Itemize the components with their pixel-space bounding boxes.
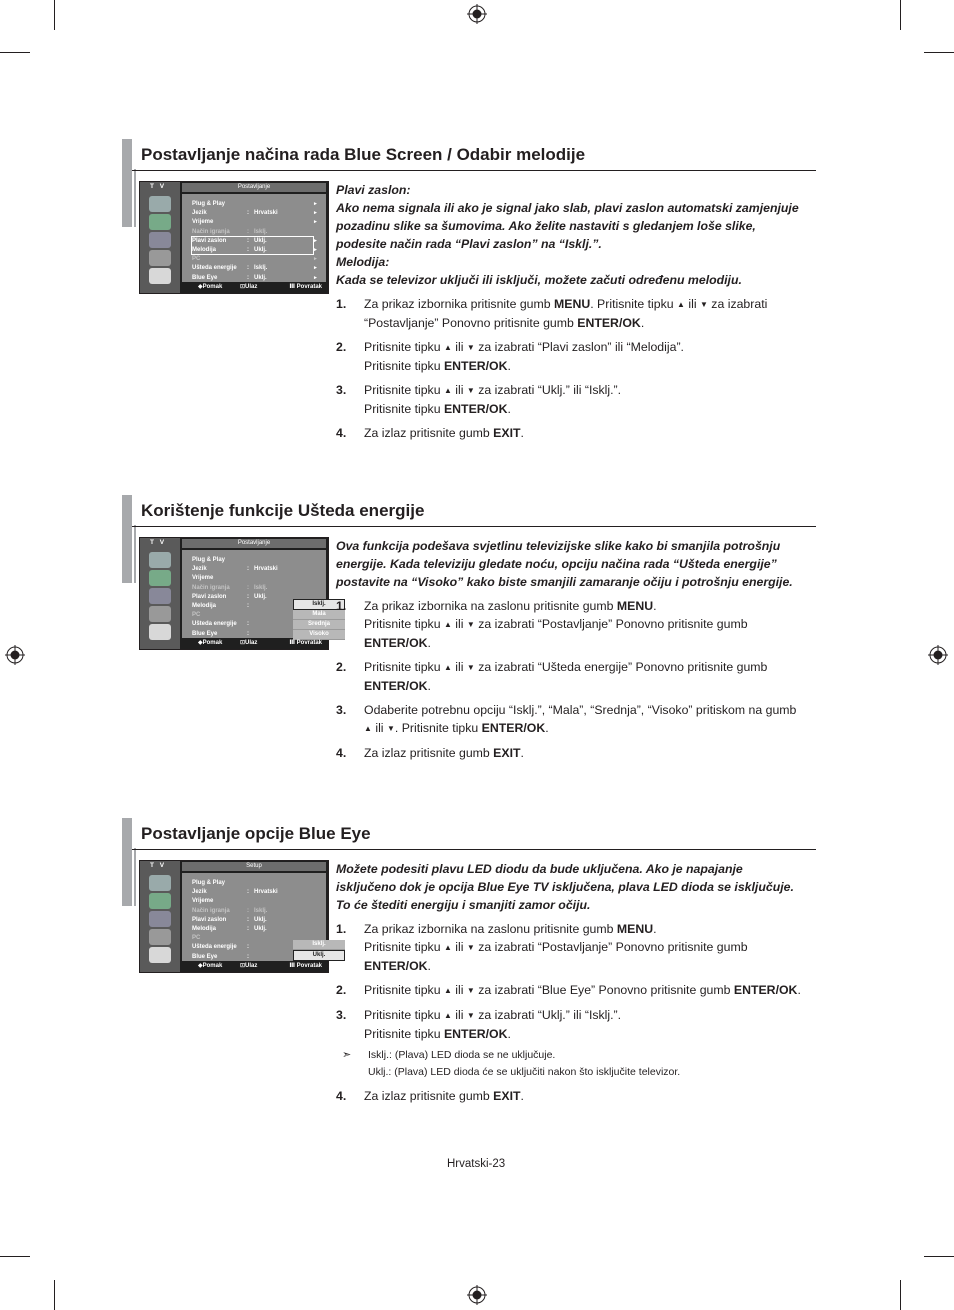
crop-mark	[0, 1256, 30, 1257]
section-accent-line	[134, 169, 136, 227]
menu-item[interactable]	[192, 556, 322, 565]
instruction-step	[336, 744, 802, 762]
menu-item-value: Uklj.	[254, 916, 267, 923]
menu-item-value: Hrvatski	[254, 566, 278, 573]
step-text: Za izlaz pritisnite gumb EXIT.	[364, 746, 524, 760]
menu-item-colon: :	[247, 630, 249, 637]
arrow-down-icon: ▼	[699, 300, 708, 309]
section-title: Postavljanje opcije Blue Eye	[141, 824, 371, 843]
instruction-step	[336, 981, 802, 1000]
menu-item-label: Plug & Play	[192, 880, 226, 886]
menu-item-value: Uklj.	[254, 593, 267, 600]
menu-body	[182, 873, 326, 961]
step-text: Za izlaz pritisnite gumb EXIT.	[364, 426, 524, 440]
key-name: MENU	[616, 599, 654, 613]
step-text: Pritisnite tipku ▲ ili ▼ za izabrati “Plavi zaslon” ili “Melodija”.	[364, 340, 684, 354]
arrow-up-icon: ▲	[443, 943, 452, 952]
menu-item-value: Hrvatski	[254, 889, 278, 896]
arrow-up-icon: ▲	[443, 1011, 452, 1020]
instruction-step	[336, 701, 802, 738]
arrow-down-icon: ▼	[466, 1011, 475, 1020]
menu-item[interactable]	[192, 264, 322, 273]
menu-item-label: Jezik	[192, 566, 207, 573]
popup-option[interactable]: Uklj.	[293, 950, 345, 961]
menu-item[interactable]	[192, 200, 322, 209]
arrow-right-icon: ►	[313, 219, 318, 226]
registration-mark-icon	[928, 645, 948, 665]
section-content	[336, 860, 802, 1105]
menu-item-value: Uklj.	[254, 274, 267, 281]
step-text: Odaberite potrebnu opciju “Isklj.”, “Mala”, “Srednja”, “Visoko” pritiskom na gumb ▲ ili ▼. Pritisnite tipku ENTER/OK.	[364, 703, 797, 735]
step-text: Za prikaz izbornika na zaslonu pritisnite gumb MENU.	[364, 922, 657, 936]
step-text: Pritisnite tipku ▲ ili ▼ za izabrati “Postavljanje” Ponovno pritisnite gumb ENTER/OK.	[364, 940, 748, 973]
footer-enter: ⊡Ulaz	[240, 284, 258, 290]
menu-item-colon: :	[247, 566, 249, 573]
menu-item-colon: :	[247, 265, 249, 272]
menu-item-colon: :	[247, 953, 249, 960]
channel-menu-icon	[149, 588, 171, 604]
menu-item[interactable]	[192, 274, 322, 283]
menu-item[interactable]	[192, 218, 322, 227]
menu-item-value: Uklj.	[254, 247, 267, 253]
menu-item-label: Plavi zaslon	[192, 916, 227, 923]
setup-menu-icon	[149, 268, 171, 284]
menu-selection-highlight	[191, 236, 314, 255]
menu-item-colon: :	[247, 584, 249, 591]
arrow-down-icon: ▼	[466, 663, 475, 672]
popup-option[interactable]: Isklj.	[293, 599, 345, 610]
section-rule	[132, 526, 816, 527]
menu-item[interactable]	[192, 916, 322, 925]
section-blue-eye	[122, 818, 816, 1178]
tv-menu-screenshot	[139, 860, 329, 973]
menu-header: Setup	[182, 862, 326, 871]
menu-item[interactable]	[192, 584, 322, 593]
intro-paragraph: Melodija:	[336, 255, 390, 269]
intro-paragraph: Možete podesiti plavu LED diodu da bude uključena. Ako je napajanje isključeno dok je opcija Blue Eye TV isključena, plava LED dioda se isključuje. To će štediti energiju i smanjiti zamor očiju.	[336, 862, 794, 912]
menu-item-value: Isklj.	[254, 265, 268, 272]
menu-item-label: Način igranja	[192, 907, 230, 914]
section-content	[336, 181, 802, 442]
menu-item-label: Melodija	[192, 603, 217, 609]
step-text: Pritisnite tipku ▲ ili ▼ za izabrati “Uklj.” ili “Isklj.”.	[364, 1008, 622, 1022]
menu-item[interactable]	[192, 574, 322, 583]
menu-item[interactable]	[192, 879, 322, 888]
intro-paragraph: Plavi zaslon:	[336, 183, 411, 197]
menu-item-colon: :	[247, 274, 249, 281]
crop-mark	[900, 0, 901, 30]
step-number: 2.	[336, 983, 347, 997]
arrow-right-icon: ►	[313, 210, 318, 217]
menu-item-label: Način igranja	[192, 228, 230, 235]
instruction-step	[336, 424, 802, 442]
setup-menu-icon	[149, 947, 171, 963]
note-text: Uklj.: (Plava) LED dioda će se uključiti nakon što isključite televizor.	[368, 1066, 681, 1078]
step-text: Pritisnite tipku ENTER/OK.	[364, 359, 511, 373]
section-rule	[132, 170, 816, 171]
crop-mark	[900, 1280, 901, 1310]
pc-menu-icon	[149, 606, 171, 622]
menu-item-colon: :	[247, 907, 249, 914]
menu-tv-label: T V	[150, 862, 167, 869]
section-title: Postavljanje načina rada Blue Screen / Odabir melodije	[141, 145, 586, 164]
menu-footer	[182, 283, 326, 292]
menu-item-label: Melodija	[192, 247, 217, 253]
menu-item-label: Vrijeme	[192, 219, 214, 226]
arrow-down-icon: ▼	[466, 343, 475, 352]
menu-item-colon: :	[247, 916, 249, 923]
menu-footer	[182, 962, 326, 971]
arrow-down-icon: ▼	[466, 386, 475, 395]
key-name: EXIT	[493, 746, 521, 760]
menu-item[interactable]	[192, 888, 322, 897]
intro-paragraph: Kada se televizor uključi ili isključi, možete začuti određenu melodiju.	[336, 273, 742, 287]
menu-item-value: Isklj.	[254, 584, 268, 591]
picture-menu-icon	[149, 875, 171, 891]
intro-paragraph: Ako nema signala ili ako je signal jako slab, plavi zaslon automatski zamjenjuje pozadinu slike sa šumovima. Ako želite nastaviti s gledanjem loše slike, podesite način rada “Plavi zaslon” na “Isklj.”.	[336, 201, 799, 251]
arrow-down-icon: ▼	[466, 620, 475, 629]
instruction-step	[336, 338, 802, 375]
arrow-up-icon: ▲	[364, 724, 372, 733]
step-number: 4.	[336, 746, 347, 760]
menu-item-value: Uklj.	[254, 926, 267, 932]
arrow-right-icon: ►	[313, 247, 318, 253]
section-blue-screen	[122, 139, 816, 499]
arrow-up-icon: ▲	[443, 620, 452, 629]
note-block	[336, 1047, 802, 1081]
footer-enter: ⊡Ulaz	[240, 640, 258, 646]
menu-header: Postavljanje	[182, 183, 326, 192]
menu-header: Postavljanje	[182, 539, 326, 548]
instruction-step	[336, 597, 802, 652]
menu-item[interactable]	[192, 925, 322, 934]
key-name: ENTER/OK	[443, 359, 508, 373]
menu-item-label: Jezik	[192, 889, 207, 896]
footer-back: Ⅲ Povratak	[289, 640, 322, 646]
arrow-up-icon: ▲	[443, 386, 452, 395]
note-text: Isklj.: (Plava) LED dioda se ne uključuje.	[368, 1049, 556, 1061]
step-text: Pritisnite tipku ENTER/OK.	[364, 402, 511, 416]
menu-item-colon: :	[247, 944, 249, 951]
menu-item-label: PC	[192, 256, 201, 263]
page-number: Hrvatski-23	[447, 1158, 506, 1170]
section-content	[336, 537, 802, 762]
arrow-right-icon: ►	[313, 201, 318, 207]
footer-back: Ⅲ Povratak	[289, 284, 322, 290]
instruction-step	[336, 1087, 802, 1105]
key-name: ENTER/OK	[481, 721, 546, 735]
registration-mark-icon	[5, 645, 25, 665]
section-accent-bar	[122, 818, 132, 906]
menu-item-value: Hrvatski	[254, 210, 278, 217]
step-text: Za izlaz pritisnite gumb EXIT.	[364, 1089, 524, 1103]
section-rule	[132, 849, 816, 850]
menu-item-label: Blue Eye	[192, 953, 218, 960]
step-text: Pritisnite tipku ▲ ili ▼ za izabrati “Uklj.” ili “Isklj.”.	[364, 383, 622, 397]
menu-tv-label: T V	[150, 183, 167, 190]
step-text: Za prikaz izbornika pritisnite gumb MENU. Pritisnite tipku ▲ ili ▼ za izabrati “Postavljanje” Ponovno pritisnite gumb ENTER/OK.	[364, 297, 768, 330]
arrow-up-icon: ▲	[443, 986, 452, 995]
step-text: Pritisnite tipku ▲ ili ▼ za izabrati “Blue Eye” Ponovno pritisnite gumb ENTER/OK.	[364, 983, 801, 997]
arrow-down-icon: ▼	[386, 724, 395, 733]
arrow-down-icon: ▼	[466, 986, 475, 995]
menu-item-label: Plug & Play	[192, 201, 226, 207]
popup-option[interactable]: Mala	[293, 610, 345, 620]
crop-mark	[54, 0, 55, 30]
step-text: Za prikaz izbornika na zaslonu pritisnite gumb MENU.	[364, 599, 657, 613]
menu-item-colon: :	[247, 228, 249, 235]
intro-paragraph: Ova funkcija podešava svjetlinu televizijske slike kako bi smanjila potrošnju energije. Kada televiziju gledate noću, opciju načina rada “Ušteda energije” postavite na “Visoko” kako biste smanjili zamaranje očiju i potrošnju energije.	[336, 539, 793, 589]
step-number: 1.	[336, 599, 347, 613]
crop-mark	[924, 52, 954, 53]
arrow-up-icon: ▲	[443, 343, 452, 352]
section-intro	[336, 181, 802, 289]
note-arrow-icon: ➣	[342, 1049, 352, 1061]
picture-menu-icon	[149, 196, 171, 212]
menu-body	[182, 194, 326, 282]
menu-body	[182, 550, 330, 638]
instruction-step	[336, 295, 802, 332]
channel-menu-icon	[149, 911, 171, 927]
pc-menu-icon	[149, 250, 171, 266]
step-number: 3.	[336, 703, 347, 717]
menu-item-label: Ušteda energije	[192, 621, 237, 628]
menu-item-label: Ušteda energije	[192, 265, 237, 272]
tv-menu-screenshot	[139, 537, 329, 650]
arrow-up-icon: ▲	[677, 300, 685, 309]
menu-item-label: PC	[192, 935, 201, 942]
step-number: 2.	[336, 660, 347, 674]
tv-menu-screenshot	[139, 181, 329, 294]
footer-back: Ⅲ Povratak	[289, 963, 322, 969]
section-accent-line	[134, 848, 136, 906]
menu-item-value: Isklj.	[254, 228, 268, 235]
menu-item-label: Ušteda energije	[192, 944, 237, 951]
menu-item-label: Vrijeme	[192, 898, 214, 905]
registration-mark-icon	[467, 4, 487, 24]
menu-item-colon: :	[247, 210, 249, 217]
arrow-right-icon: ►	[313, 237, 318, 244]
sound-menu-icon	[149, 893, 171, 909]
section-accent-line	[134, 525, 136, 583]
crop-mark	[54, 1280, 55, 1310]
section-intro	[336, 860, 802, 914]
picture-menu-icon	[149, 552, 171, 568]
key-name: ENTER/OK	[364, 679, 428, 693]
menu-item-value: Isklj.	[254, 907, 268, 914]
menu-item-colon: :	[247, 237, 249, 244]
footer-move: ◆Pomak	[198, 284, 223, 290]
step-number: 3.	[336, 1008, 347, 1022]
menu-item[interactable]	[192, 897, 322, 906]
menu-item[interactable]	[192, 255, 322, 264]
menu-item-colon: :	[247, 926, 249, 932]
setup-menu-icon	[149, 624, 171, 640]
step-text: Pritisnite tipku ENTER/OK.	[364, 1027, 511, 1041]
menu-item-label: Vrijeme	[192, 575, 214, 582]
arrow-right-icon: ►	[313, 256, 318, 263]
key-name: ENTER/OK	[364, 959, 428, 973]
section-accent-bar	[122, 139, 132, 227]
key-name: ENTER/OK	[733, 983, 798, 997]
sound-menu-icon	[149, 570, 171, 586]
menu-item-label: Plug & Play	[192, 557, 226, 563]
arrow-up-icon: ▲	[443, 663, 452, 672]
section-energy-saving	[122, 495, 816, 855]
key-name: ENTER/OK	[364, 636, 428, 650]
pc-menu-icon	[149, 929, 171, 945]
step-text: Pritisnite tipku ▲ ili ▼ za izabrati “Ušteda energije” Ponovno pritisnite gumb ENTER/OK.	[364, 660, 768, 693]
key-name: ENTER/OK	[443, 402, 508, 416]
instruction-step	[336, 1006, 802, 1043]
menu-item-label: Blue Eye	[192, 274, 218, 281]
channel-menu-icon	[149, 232, 171, 248]
step-number: 3.	[336, 383, 347, 397]
arrow-right-icon: ►	[313, 265, 318, 272]
menu-item-label: Način igranja	[192, 584, 230, 591]
step-text: Pritisnite tipku ▲ ili ▼ za izabrati “Postavljanje” Ponovno pritisnite gumb ENTER/OK.	[364, 617, 748, 650]
instruction-step	[336, 381, 802, 418]
key-name: MENU	[616, 922, 654, 936]
menu-item-label: Blue Eye	[192, 630, 218, 637]
popup-option[interactable]: Visoko	[293, 630, 345, 640]
menu-item-label: Melodija	[192, 926, 217, 932]
menu-item-value: Uklj.	[254, 237, 267, 244]
registration-mark-icon	[467, 1285, 487, 1305]
menu-item-label: Plavi zaslon	[192, 593, 227, 600]
key-name: EXIT	[493, 1089, 521, 1103]
instruction-step	[336, 658, 802, 695]
menu-item-colon: :	[247, 889, 249, 896]
popup-option[interactable]: Srednja	[293, 620, 345, 630]
section-intro	[336, 537, 802, 591]
menu-footer	[182, 639, 326, 648]
key-name: MENU	[554, 297, 591, 311]
step-number: 2.	[336, 340, 347, 354]
section-accent-bar	[122, 495, 132, 583]
step-number: 1.	[336, 922, 347, 936]
menu-item[interactable]	[192, 565, 322, 574]
menu-item-colon: :	[247, 603, 249, 609]
section-title: Korištenje funkcije Ušteda energije	[141, 501, 425, 520]
menu-item-label: PC	[192, 612, 201, 619]
arrow-right-icon: ►	[313, 274, 318, 281]
arrow-down-icon: ▼	[466, 943, 475, 952]
menu-item[interactable]	[192, 907, 322, 916]
sound-menu-icon	[149, 214, 171, 230]
footer-enter: ⊡Ulaz	[240, 963, 258, 969]
menu-item-colon: :	[247, 593, 249, 600]
step-number: 4.	[336, 1089, 347, 1103]
popup-option[interactable]: Isklj.	[293, 940, 345, 950]
step-number: 4.	[336, 426, 347, 440]
crop-mark	[924, 1256, 954, 1257]
menu-item-colon: :	[247, 621, 249, 628]
key-name: EXIT	[493, 426, 521, 440]
key-name: ENTER/OK	[577, 316, 641, 330]
menu-item[interactable]	[192, 209, 322, 218]
step-number: 1.	[336, 297, 347, 311]
crop-mark	[0, 52, 30, 53]
key-name: ENTER/OK	[443, 1027, 508, 1041]
footer-move: ◆Pomak	[198, 640, 223, 646]
menu-item-label: Jezik	[192, 210, 207, 217]
menu-item-colon: :	[247, 247, 249, 253]
instruction-step	[336, 920, 802, 975]
footer-move: ◆Pomak	[198, 963, 223, 969]
menu-tv-label: T V	[150, 539, 167, 546]
menu-item-label: Plavi zaslon	[192, 237, 227, 244]
